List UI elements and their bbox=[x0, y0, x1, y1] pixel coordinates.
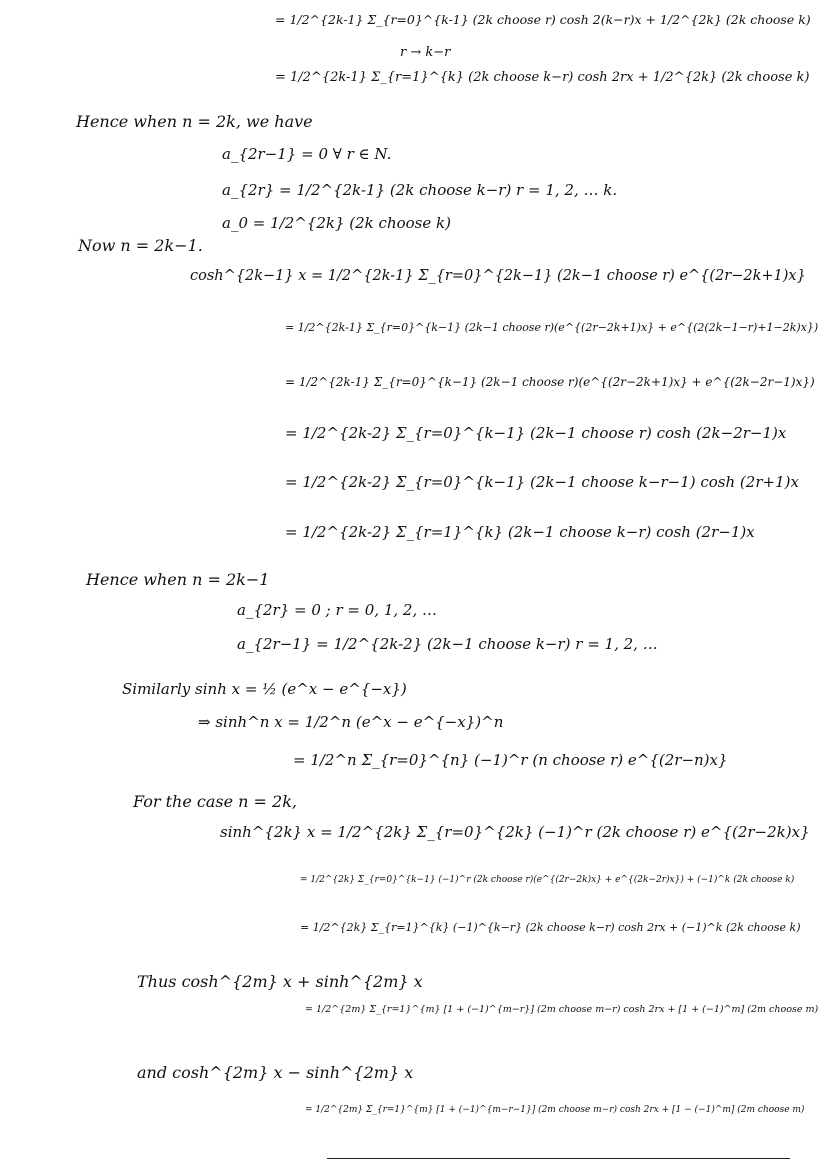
equation-line-13: = 1/2^{2k-2} Σ_{r=0}^{k−1} (2k−1 choose k−r−1) cosh (2r+1)x bbox=[285, 473, 799, 491]
and-difference: and cosh^{2m} x − sinh^{2m} x bbox=[137, 1063, 414, 1082]
coef-odd-zero: a_{2r−1} = 0 ∀ r ∈ N. bbox=[222, 145, 392, 163]
hence-even-case: Hence when n = 2k, we have bbox=[76, 112, 313, 131]
equation-line-14: = 1/2^{2k-2} Σ_{r=1}^{k} (2k−1 choose k−r) cosh (2r−1)x bbox=[285, 523, 755, 541]
equation-line-28: = 1/2^{2m} Σ_{r=1}^{m} [1 + (−1)^{m−r−1}] (2m choose m−r) cosh 2rx + [1 − (−1)^m] (2m choose m) bbox=[305, 1105, 805, 1115]
equation-line-11: = 1/2^{2k-1} Σ_{r=0}^{k−1} (2k−1 choose r)(e^{(2r−2k+1)x} + e^{(2k−2r−1)x}) bbox=[285, 375, 815, 389]
equation-line-3: = 1/2^{2k-1} Σ_{r=1}^{k} (2k choose k−r) cosh 2rx + 1/2^{2k} (2k choose k) bbox=[275, 70, 810, 85]
thus-sum: Thus cosh^{2m} x + sinh^{2m} x bbox=[137, 972, 423, 991]
bottom-rule bbox=[327, 1158, 790, 1159]
substitution-note: r → k−r bbox=[400, 45, 451, 60]
equation-line-23: = 1/2^{2k} Σ_{r=0}^{k−1} (−1)^r (2k choose r)(e^{(2r−2k)x} + e^{(2k−2r)x}) + (−1)^k (2k choose k) bbox=[300, 875, 795, 885]
sinh-definition: Similarly sinh x = ½ (e^x − e^{−x}) bbox=[122, 680, 407, 698]
equation-line-9: cosh^{2k−1} x = 1/2^{2k-1} Σ_{r=0}^{2k−1} (2k−1 choose r) e^{(2r−2k+1)x} bbox=[190, 268, 806, 284]
equation-line-26: = 1/2^{2m} Σ_{r=1}^{m} [1 + (−1)^{m−r}] (2m choose m−r) cosh 2rx + [1 + (−1)^m] (2m choose m) bbox=[305, 1004, 819, 1015]
coef-zero: a_0 = 1/2^{2k} (2k choose k) bbox=[222, 214, 451, 232]
equation-line-12: = 1/2^{2k-2} Σ_{r=0}^{k−1} (2k−1 choose r) cosh (2k−2r−1)x bbox=[285, 424, 787, 442]
equation-line-24: = 1/2^{2k} Σ_{r=1}^{k} (−1)^{k−r} (2k choose k−r) cosh 2rx + (−1)^k (2k choose k) bbox=[300, 921, 801, 934]
hence-odd-case: Hence when n = 2k−1 bbox=[86, 570, 270, 589]
for-case-even: For the case n = 2k, bbox=[133, 792, 297, 811]
coef-odd: a_{2r−1} = 1/2^{2k-2} (2k−1 choose k−r) r = 1, 2, … bbox=[237, 635, 658, 653]
equation-line-22: sinh^{2k} x = 1/2^{2k} Σ_{r=0}^{2k} (−1)^r (2k choose r) e^{(2r−2k)x} bbox=[220, 823, 810, 841]
coef-even: a_{2r} = 1/2^{2k-1} (2k choose k−r) r = 1, 2, … k. bbox=[222, 181, 618, 199]
coef-even-zero: a_{2r} = 0 ; r = 0, 1, 2, … bbox=[237, 601, 437, 619]
now-odd-case: Now n = 2k−1. bbox=[78, 236, 203, 255]
sinh-expansion: = 1/2^n Σ_{r=0}^{n} (−1)^r (n choose r) e^{(2r−n)x} bbox=[293, 751, 728, 769]
sinh-power: ⇒ sinh^n x = 1/2^n (e^x − e^{−x})^n bbox=[198, 713, 504, 731]
equation-line-10: = 1/2^{2k-1} Σ_{r=0}^{k−1} (2k−1 choose r)(e^{(2r−2k+1)x} + e^{(2(2k−1−r)+1−2k)x}) bbox=[285, 321, 819, 334]
equation-line-1: = 1/2^{2k-1} Σ_{r=0}^{k-1} (2k choose r) cosh 2(k−r)x + 1/2^{2k} (2k choose k) bbox=[275, 12, 811, 27]
